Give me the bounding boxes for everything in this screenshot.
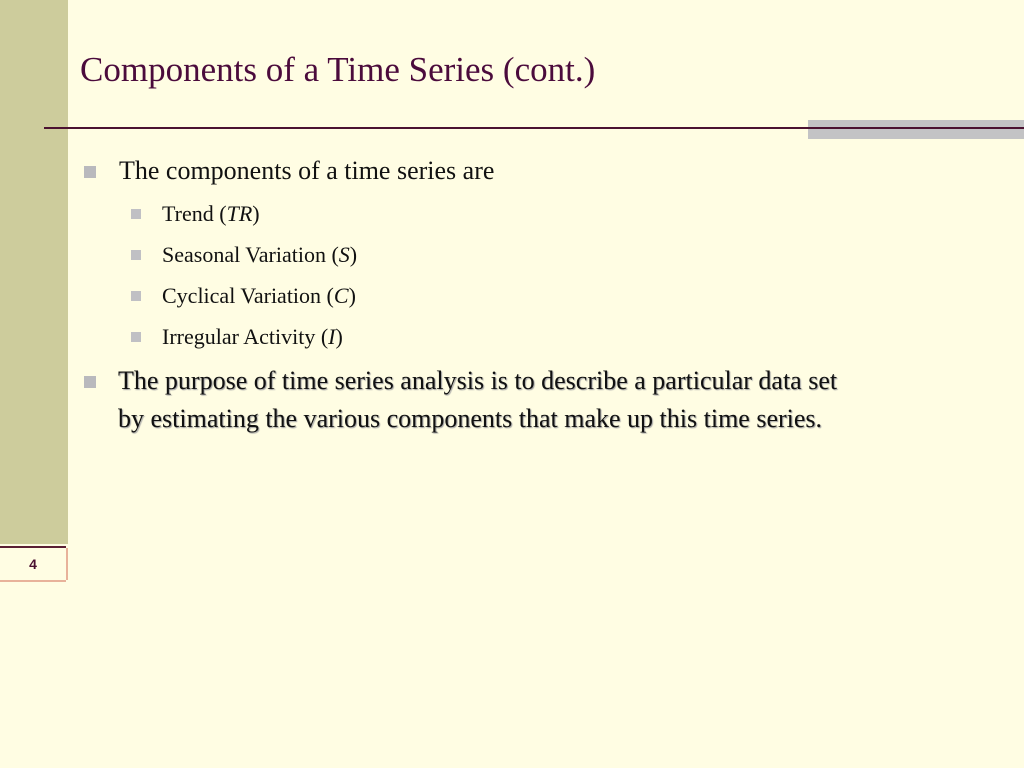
bullet-intro-text: The components of a time series are <box>119 156 495 185</box>
component-symbol: TR <box>226 201 253 226</box>
square-bullet-icon <box>131 209 141 219</box>
title-divider-accent <box>808 120 1024 139</box>
square-bullet-icon <box>131 332 141 342</box>
slide-number-border <box>66 548 68 580</box>
square-bullet-icon <box>131 250 141 260</box>
purpose-line-1: The purpose of time series analysis is to describe a particular data set <box>118 366 838 395</box>
component-label: Trend ( <box>162 201 227 226</box>
square-bullet-icon <box>131 291 141 301</box>
bullet-purpose-text <box>118 362 998 438</box>
component-symbol: C <box>333 283 349 308</box>
slide-number <box>0 546 66 580</box>
slide-number-text: 4 <box>29 556 37 572</box>
component-label: Seasonal Variation ( <box>162 242 339 267</box>
purpose-line-2: by estimating the various components that make up this time series. <box>118 404 823 433</box>
square-bullet-icon <box>84 166 96 178</box>
square-bullet-icon <box>84 376 96 388</box>
component-close: ) <box>348 283 356 308</box>
left-decorative-band <box>0 0 68 544</box>
slide-title: Components of a Time Series (cont.) <box>80 50 596 89</box>
component-label: Cyclical Variation ( <box>162 283 334 308</box>
component-label: Irregular Activity ( <box>162 324 329 349</box>
component-symbol: I <box>328 324 336 349</box>
component-symbol: S <box>338 242 350 267</box>
component-close: ) <box>252 201 260 226</box>
component-close: ) <box>335 324 343 349</box>
component-close: ) <box>349 242 358 267</box>
